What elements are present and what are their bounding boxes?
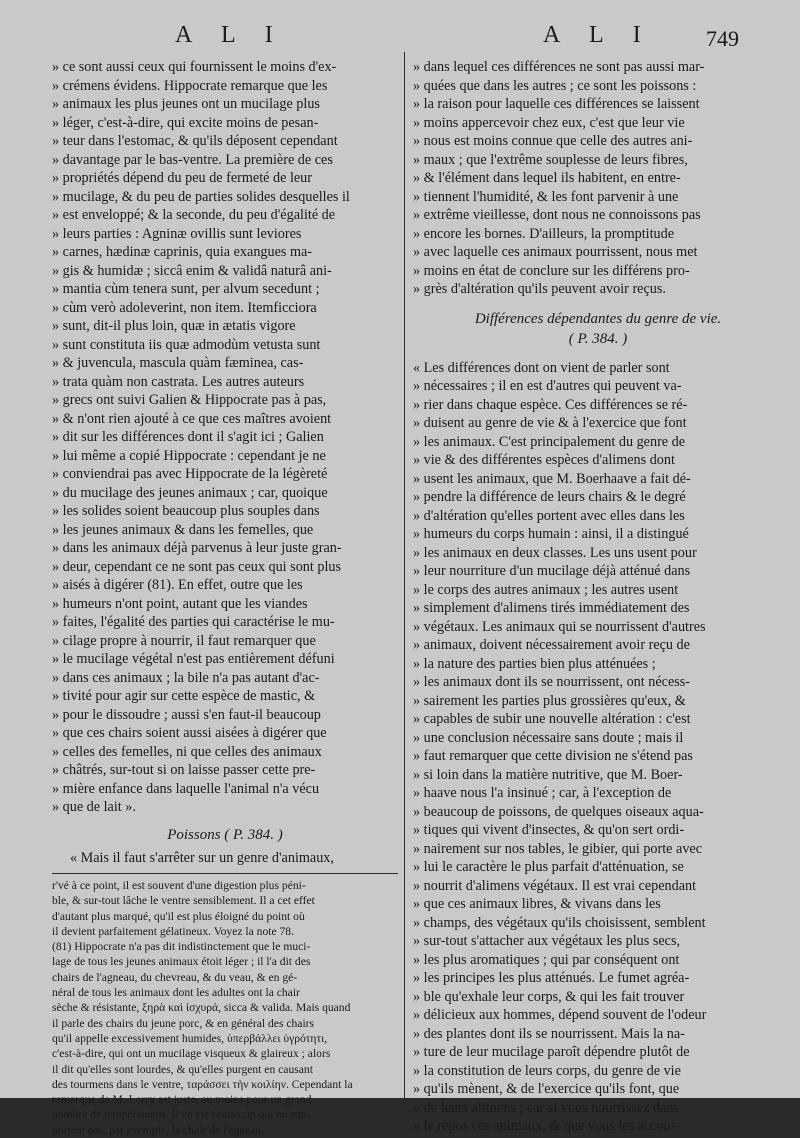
section-heading-genre-de-vie: Différences dépendantes du genre de vie.: [474, 310, 722, 327]
text-line: » nécessaires ; il en est d'autres qui peuvent va-: [413, 378, 682, 394]
text-line: » mucilage, & du peu de parties solides desquelles il: [52, 188, 350, 205]
text-line: » une conclusion nécessaire sans doute ; mais il: [413, 729, 684, 746]
footnote-line: néral de tous les animaux dont les adultes ont la chair: [52, 986, 300, 1000]
text-line: » conviendrai pas avec Hippocrate de la légèreté: [52, 466, 328, 482]
right-column-text-bottom: [413, 359, 783, 1136]
text-line: » pour le dissoudre ; aussi s'en faut-il beaucoup: [52, 706, 321, 723]
text-line: » & n'ont rien ajouté à ce que ces maîtres avoient: [52, 410, 332, 427]
text-line: » sunt constituta iis quæ admodùm vetusta sunt: [52, 336, 321, 353]
footnote-line: ble, & sur-tout lâche le ventre sensiblement. Il a cet effet: [52, 894, 315, 908]
text-line: » aisés à digérer (81). En effet, outre que les: [52, 577, 303, 593]
text-line: » animaux les plus jeunes ont un mucilage plus: [52, 96, 320, 112]
right-column-text-top: [413, 58, 783, 299]
text-line: » leur nourriture d'un mucilage déjà atténué dans: [413, 563, 691, 579]
text-line: » encore les bornes. D'ailleurs, la promptitude: [413, 225, 675, 242]
text-line: » les animaux dont ils se nourrissent, ont nécess-: [413, 674, 691, 690]
section-heading-poissons: Poissons ( P. 384. ): [167, 826, 283, 843]
text-line: » les jeunes animaux & dans les femelles, que: [52, 521, 314, 538]
section-heading-page-ref: ( P. 384. ): [568, 330, 628, 347]
text-line: » que ces chairs soient aussi aisées à digérer que: [52, 725, 327, 741]
text-line: » du mucilage des jeunes animaux ; car, quoique: [52, 484, 328, 501]
text-line: » trata quàm non castrata. Les autres auteurs: [52, 373, 305, 390]
text-line: » humeurs n'ont point, autant que les viandes: [52, 595, 308, 612]
text-line: » lui même a copié Hippocrate : cependant je ne: [52, 447, 326, 464]
text-line: » les plus aromatiques ; qui par conséquent ont: [413, 951, 680, 968]
footnotes: [52, 878, 398, 1138]
text-line: » champs, des végétaux qu'ils choisissent, semblent: [413, 914, 706, 931]
text-line: » tiennent l'humidité, & les font parvenir à une: [413, 188, 679, 205]
text-line: » maux ; que l'extrême souplesse de leurs fibres,: [413, 151, 688, 168]
text-line: » la nature des parties bien plus atténuées ;: [413, 655, 656, 672]
text-line: » les solides soient beaucoup plus souples dans: [52, 503, 320, 519]
text-line: » cùm verò adoleverint, non item. Itemficciora: [52, 299, 317, 316]
text-line: » si loin dans la matière nutritive, que M. Boer-: [413, 766, 683, 783]
running-head-left: A L I: [175, 22, 285, 48]
text-line: » les principes les plus atténués. Le fumet agréa-: [413, 970, 690, 986]
text-line: » propriétés dépend du peu de fermeté de leur: [52, 170, 312, 186]
footnote-line: portent pas, par exemple, la chair de l'agneau,: [52, 1123, 264, 1137]
text-line: » des plantes dont ils se nourrissent. Mais la na-: [413, 1025, 685, 1042]
text-line: » & l'élément dans lequel ils habitent, en entre-: [413, 170, 681, 186]
text-line: » châtrés, sur-tout si on laisse passer cette pre-: [52, 762, 316, 778]
text-line: » avec laquelle ces animaux pourrissent, nous met: [413, 244, 698, 260]
text-line: » d'altération qu'elles portent avec elles dans les: [413, 507, 685, 524]
left-column: [52, 58, 398, 1138]
text-line: » lui le caractère le plus parfait d'atténuation, se: [413, 859, 684, 875]
text-line: » sur-tout s'attacher aux végétaux les plus secs,: [413, 933, 681, 949]
text-line: » moins en état de conclure sur les différens pro-: [413, 262, 690, 279]
column-divider: [404, 52, 405, 1098]
text-line: » que de lait ».: [52, 799, 136, 815]
text-line: » teur dans l'estomac, & qu'ils déposent cependant: [52, 133, 338, 149]
text-line: » délicieux aux hommes, dépend souvent de l'odeur: [413, 1007, 707, 1023]
text-line: » & juvencula, mascula quàm fæminea, cas-: [52, 355, 304, 371]
text-line: » mantia cùm tenera sunt, per alvum secedunt ;: [52, 281, 320, 297]
text-line: » est enveloppé; & la seconde, du peu d'égalité de: [52, 207, 336, 223]
text-line: » extrême vieillesse, dont nous ne connoissons pas: [413, 207, 701, 223]
text-line: » carnes, hædinæ caprinis, quia exangues ma-: [52, 244, 313, 260]
text-line: » usent les animaux, que M. Boerhaave a fait dé-: [413, 470, 691, 487]
text-line: » leurs parties : Agninæ ovillis sunt leviores: [52, 225, 302, 242]
text-line: » pendre la différence de leurs chairs & le degré: [413, 489, 686, 505]
footnote-line: (81) Hippocrate n'a pas dit indistinctement que le muci-: [52, 940, 311, 954]
text-line: » ture de leur mucilage paroît dépendre plutôt de: [413, 1044, 690, 1060]
text-line: » deur, cependant ce ne sont pas ceux qui sont plus: [52, 558, 342, 575]
text-line: » végétaux. Les animaux qui se nourrissent d'autres: [413, 618, 706, 635]
text-line: » capables de subir une nouvelle altération : c'est: [413, 711, 691, 727]
text-line: » de leurs alimens ; car si vous nourrissez dans: [413, 1099, 679, 1116]
text-line: » cilage propre à nourrir, il faut remarquer que: [52, 632, 316, 649]
text-line: » le mucilage végétal n'est pas entièrement défuni: [52, 651, 335, 667]
footnote-line: d'autant plus marqué, qu'il est plus éloigné du point où: [52, 909, 305, 923]
text-line: » animaux, doivent nécessairement avoir reçu de: [413, 637, 690, 653]
right-column: [413, 58, 783, 1136]
text-line: » ce sont aussi ceux qui fournissent le moins d'ex-: [52, 59, 337, 75]
footnote-line: remarque de M. Lorry est juste, au moins pour un grand: [52, 1093, 312, 1107]
footnote-line: il devient parfaitement gélatineux. Voyez la note 78.: [52, 924, 294, 938]
text-line: » simplement d'alimens tirés immédiatement des: [413, 600, 690, 616]
running-head-right: A L I: [543, 22, 653, 48]
text-line: » beaucoup de poissons, de quelques oiseaux aqua-: [413, 803, 704, 820]
footnote-line: il dit qu'elles sont lourdes, & qu'elles purgent en causant: [52, 1062, 313, 1076]
text-line: » ble qu'exhale leur corps, & qui les fait trouver: [413, 988, 685, 1005]
footnote-rule: [52, 873, 398, 874]
text-line: » les animaux. C'est principalement du genre de: [413, 433, 686, 450]
text-line: » grecs ont suivi Galien & Hippocrate pas à pas,: [52, 392, 327, 408]
text-line: » sunt, dit-il plus loin, quæ in ætatis vigore: [52, 318, 296, 334]
text-line: » nous est moins connue que celle des autres ani-: [413, 133, 693, 149]
text-line: » dit sur les différences dont il s'agit ici ; Galien: [52, 429, 324, 445]
text-line: » que ces animaux libres, & vivans dans les: [413, 896, 661, 912]
text-line: » qu'ils mènent, & de l'exercice qu'ils font, que: [413, 1081, 680, 1097]
text-line: » léger, c'est-à-dire, qui excite moins de pesan-: [52, 114, 319, 131]
text-line: » les animaux en deux classes. Les uns usent pour: [413, 544, 697, 561]
footnote-line: qu'il appelle excessivement humides, ὑπερβάλλει ὑγρότητι,: [52, 1031, 328, 1045]
text-line: » haave nous l'a insinué ; car, à l'exception de: [413, 785, 672, 801]
text-line: » dans les animaux déjà parvenus à leur juste gran-: [52, 540, 342, 556]
text-line: » faites, l'égalité des parties qui caractérise le mu-: [52, 614, 335, 630]
text-line: « Les différences dont on vient de parler sont: [413, 359, 670, 376]
page-number: 749: [706, 26, 739, 51]
text-line: » grès d'altération qu'ils peuvent avoir reçus.: [413, 281, 666, 297]
footnote-line: r'vé à ce point, il est souvent d'une digestion plus péni-: [52, 879, 306, 892]
text-line: » la raison pour laquelle ces différences se laissent: [413, 96, 700, 112]
text-line: » la constitution de leurs corps, du genre de vie: [413, 1062, 681, 1079]
text-line: » vie & des différentes espèces d'alimens dont: [413, 452, 675, 468]
text-line: » sairement les parties plus grossières qu'eux, &: [413, 692, 686, 709]
text-line: » nairement sur nos tables, le gibier, qui porte avec: [413, 840, 703, 857]
footnote-line: c'est-à-dire, qui ont un mucilage visqueux & glaireux ; alors: [52, 1047, 331, 1061]
text-line: » gis & humidæ ; siccâ enim & validâ naturâ ani-: [52, 262, 332, 279]
text-line: » tiques qui vivent d'insectes, & qu'on sert ordi-: [413, 822, 685, 838]
text-line: » tivité pour agir sur cette espèce de mastic, &: [52, 688, 316, 704]
text-line: » davantage par le bas-ventre. La première de ces: [52, 151, 333, 168]
text-line: » quées que dans les autres ; ce sont les poissons :: [413, 77, 697, 94]
text-line: » le repos ces animaux, & que vous les accou-: [413, 1118, 676, 1134]
left-column-text: [52, 58, 398, 817]
footnote-line: sèche & résistante, ξηρὰ καὶ ἰσχυρά, sicca & valida. Mais quand: [52, 1001, 351, 1015]
text-line: » duisent au genre de vie & à l'exercice que font: [413, 415, 687, 431]
text-line: » moins appercevoir chez eux, c'est que leur vie: [413, 114, 685, 131]
footnote-line: nombre de tempéramens. Il en est beaucoup qui ne sup-: [52, 1108, 311, 1122]
text-line: » mière enfance dans laquelle l'animal n'a vécu: [52, 780, 320, 797]
footnote-line: chairs de l'agneau, du chevreau, & du veau, & en gé-: [52, 970, 298, 984]
text-line: » dans ces animaux ; la bile n'a pas autant d'ac-: [52, 669, 320, 686]
text-line: » dans lequel ces différences ne sont pas aussi mar-: [413, 59, 705, 75]
footnote-line: lage de tous les jeunes animaux étoit léger ; il l'a dit des: [52, 955, 311, 969]
text-line: » humeurs du corps humain : ainsi, il a distingué: [413, 526, 689, 542]
text-line: » le corps des autres animaux ; les autres usent: [413, 581, 679, 598]
text-line: » rier dans chaque espèce. Ces différences se ré-: [413, 396, 688, 413]
section-first-line: « Mais il faut s'arrêter sur un genre d'animaux,: [70, 849, 334, 866]
text-line: » faut remarquer que cette division ne s'étend pas: [413, 748, 693, 764]
text-line: » crémens évidens. Hippocrate remarque que les: [52, 77, 328, 94]
footnote-line: des tourmens dans le ventre, ταράσσει τὴν κοιλίην. Cependant la: [52, 1077, 353, 1091]
text-line: » celles des femelles, ni que celles des animaux: [52, 743, 322, 760]
text-line: » nourrit d'alimens végétaux. Il est vrai cependant: [413, 877, 697, 894]
footnote-line: il parle des chairs du jeune porc, & en général des chairs: [52, 1016, 315, 1030]
